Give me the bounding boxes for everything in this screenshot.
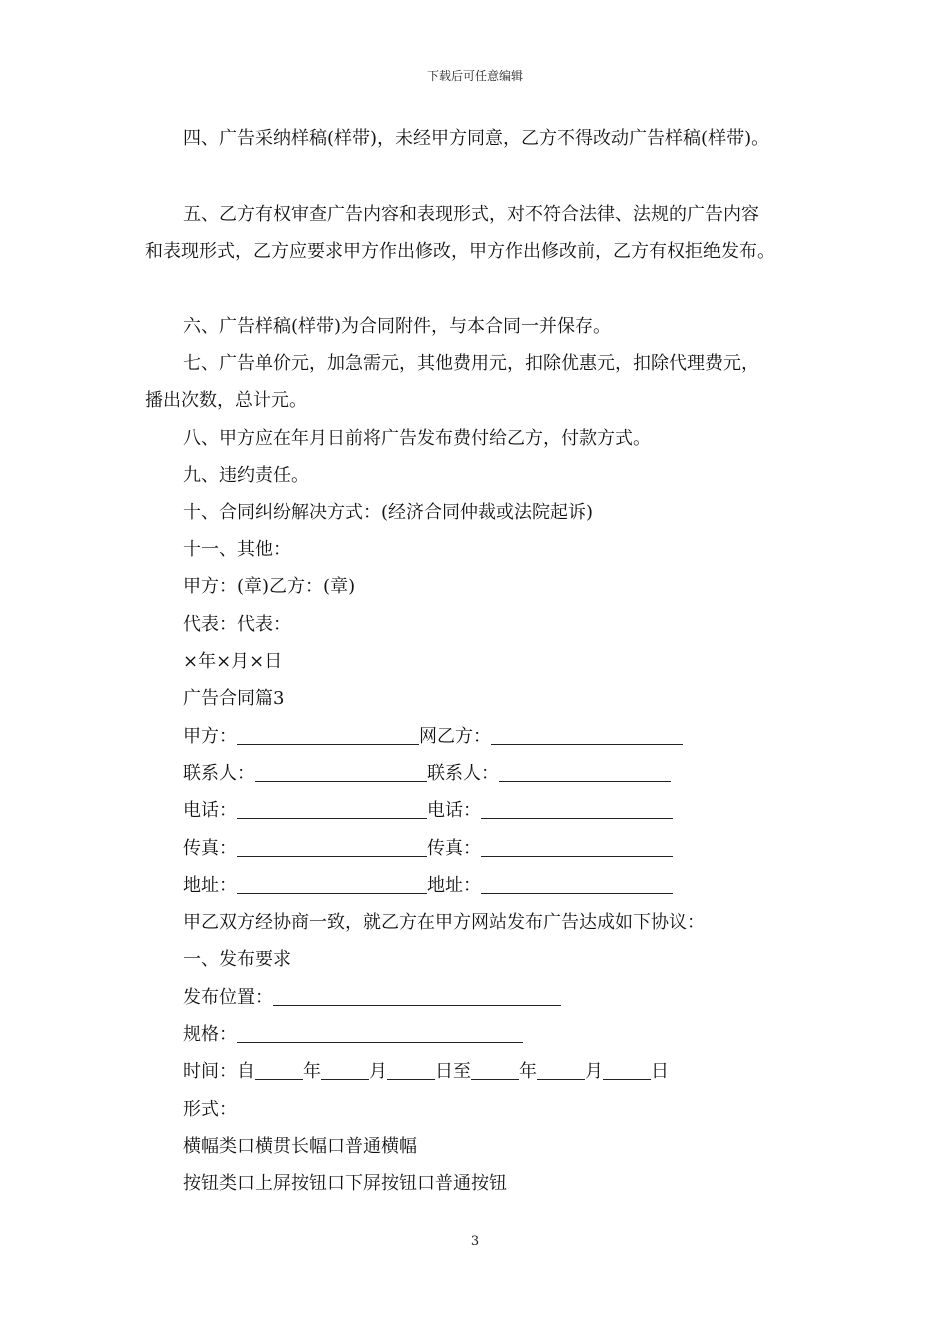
year-label-2: 年 (519, 1061, 537, 1082)
signature-parties: 甲方：(章)乙方：(章) (183, 576, 356, 597)
fax-a-label: 传真： (183, 838, 237, 859)
party-b-label: 网乙方： (419, 726, 491, 747)
address-a-label: 地址： (183, 875, 237, 896)
clause-9: 九、违约责任。 (183, 465, 309, 486)
clause-8: 八、甲方应在年月日前将广告发布费付给乙方，付款方式。 (183, 428, 651, 449)
fax-b-blank (481, 838, 673, 857)
clause-5-line-1: 五、乙方有权审查广告内容和表现形式，对不符合法律、法规的广告内容 (183, 204, 759, 225)
spec-row (183, 1023, 523, 1047)
address-b-blank (481, 875, 673, 894)
month-label: 月 (369, 1061, 387, 1082)
contact-b-label: 联系人： (427, 763, 499, 784)
party-a-blank (237, 726, 419, 745)
party-b-blank (491, 726, 683, 745)
signature-date: ×年×月×日 (183, 651, 283, 672)
button-options: 按钮类口上屏按钮口下屏按钮口普通按钮 (183, 1173, 507, 1194)
time-label: 时间：自 (183, 1061, 255, 1082)
start-year-blank (255, 1061, 303, 1080)
spec-label: 规格： (183, 1024, 237, 1045)
party-row (183, 725, 683, 749)
clause-11: 十一、其他： (183, 539, 291, 560)
phone-a-blank (237, 800, 427, 819)
clause-4: 四、广告采纳样稿(样带)，未经甲方同意，乙方不得改动广告样稿(样带)。 (183, 128, 770, 149)
start-month-blank (321, 1061, 369, 1080)
party-a-label: 甲方： (183, 726, 237, 747)
spec-blank (237, 1024, 523, 1043)
fax-a-blank (237, 838, 427, 857)
address-row (183, 874, 673, 898)
start-day-blank (387, 1061, 435, 1080)
signature-representatives: 代表：代表： (183, 614, 291, 635)
clause-7-line-2: 播出次数，总计元。 (145, 390, 307, 411)
contact-a-blank (255, 763, 427, 782)
clause-5-line-2: 和表现形式，乙方应要求甲方作出修改，甲方作出修改前，乙方有权拒绝发布。 (145, 241, 775, 262)
page-number: 3 (470, 1234, 480, 1249)
clause-6: 六、广告样稿(样带)为合同附件，与本合同一并保存。 (183, 316, 612, 337)
banner-options: 横幅类口横贯长幅口普通横幅 (183, 1136, 417, 1157)
phone-b-blank (481, 800, 673, 819)
page-header: 下载后可任意编辑 (426, 69, 523, 83)
phone-b-label: 电话： (427, 800, 481, 821)
phone-a-label: 电话： (183, 800, 237, 821)
fax-b-label: 传真： (427, 838, 481, 859)
end-year-blank (471, 1061, 519, 1080)
position-blank (273, 987, 561, 1006)
section-title: 广告合同篇3 (183, 688, 285, 709)
contact-row (183, 762, 671, 786)
clause-7-line-1: 七、广告单价元，加急需元，其他费用元，扣除优惠元，扣除代理费元， (183, 353, 759, 374)
day-to-label: 日至 (435, 1061, 471, 1082)
fax-row (183, 837, 673, 861)
year-label: 年 (303, 1061, 321, 1082)
clause-10: 十、合同纠纷解决方式：(经济合同仲裁或法院起诉) (183, 502, 594, 523)
contact-a-label: 联系人： (183, 763, 255, 784)
end-month-blank (537, 1061, 585, 1080)
month-label-2: 月 (585, 1061, 603, 1082)
address-a-blank (237, 875, 427, 894)
address-b-label: 地址： (427, 875, 481, 896)
phone-row (183, 799, 673, 823)
position-row (183, 986, 561, 1010)
position-label: 发布位置： (183, 987, 273, 1008)
agreement-intro: 甲乙双方经协商一致，就乙方在甲方网站发布广告达成如下协议： (183, 912, 705, 933)
time-row (183, 1060, 669, 1084)
day-label-2: 日 (651, 1061, 669, 1082)
publish-requirements-heading: 一、发布要求 (183, 949, 291, 970)
end-day-blank (603, 1061, 651, 1080)
contact-b-blank (499, 763, 671, 782)
form-label: 形式： (183, 1099, 237, 1120)
